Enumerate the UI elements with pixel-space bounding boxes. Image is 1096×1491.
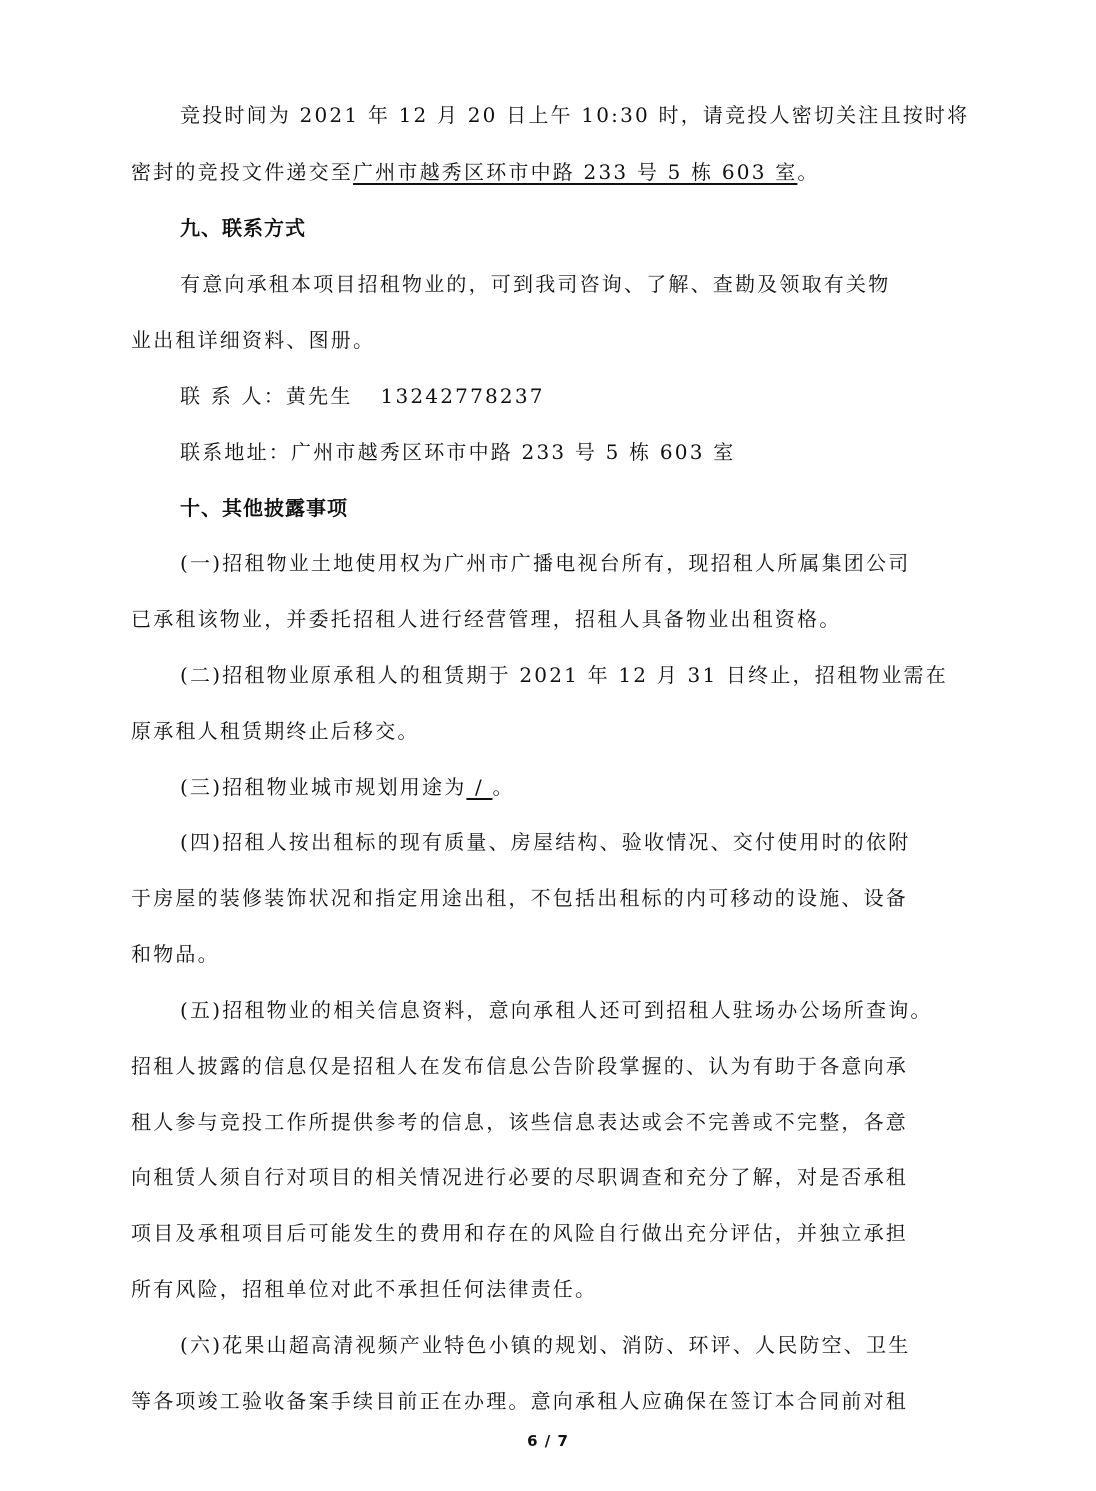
item-line: 招租人披露的信息仅是招租人在发布信息公告阶段掌握的、认为有助于各意向承: [131, 1054, 908, 1078]
item-line: 原承租人租赁期终止后移交。: [131, 719, 420, 743]
section-heading: 九、联系方式: [180, 216, 306, 240]
item-line: 和物品。: [131, 942, 220, 966]
underlined-address: 广州市越秀区环市中路 233 号 5 栋 603 室: [353, 160, 798, 184]
page-number: 6 / 7: [527, 1432, 569, 1450]
item-line: 等各项竣工验收备案手续目前正在办理。意向承租人应确保在签订本合同前对租: [131, 1389, 908, 1413]
item-line: 向租赁人须自行对项目的相关情况进行必要的尽职调查和充分了解，对是否承租: [131, 1165, 908, 1189]
underlined-usage: /: [466, 775, 493, 799]
section-heading: 十、其他披露事项: [180, 496, 348, 520]
text-segment: 。: [492, 775, 515, 799]
item-line: 已承租该物业，并委托招租人进行经营管理，招租人具备物业出租资格。: [131, 607, 842, 631]
text-segment: (三)招租物业城市规划用途为: [180, 775, 467, 799]
contact-phone: 13242778237: [380, 384, 545, 408]
contact-address: 联系地址：广州市越秀区环市中路 233 号 5 栋 603 室: [180, 440, 736, 464]
item-line: [180, 772, 960, 802]
item-line: (五)招租物业的相关信息资料，意向承租人还可到招租人驻场办公场所查询。: [180, 998, 933, 1022]
text-segment: 。: [797, 160, 820, 184]
item-line: 租人参与竞投工作所提供参考的信息，该些信息表达或会不完善或不完整，各意: [131, 1110, 908, 1134]
item-line: 于房屋的装修装饰状况和指定用途出租，不包括出租标的内可移动的设施、设备: [131, 886, 908, 910]
item-line: 项目及承租项目后可能发生的费用和存在的风险自行做出充分评估，并独立承担: [131, 1221, 908, 1245]
item-line: (二)招租物业原承租人的租赁期于 2021 年 12 月 31 日终止，招租物业需在: [180, 663, 948, 687]
paragraph-line: 业出租详细资料、图册。: [131, 328, 376, 352]
paragraph-line: [131, 157, 961, 187]
item-line: (一)招租物业土地使用权为广州市广播电视台所有，现招租人所属集团公司: [180, 551, 911, 575]
item-line: (六)花果山超高清视频产业特色小镇的规划、消防、环评、人民防空、卫生: [180, 1333, 911, 1357]
item-line: 所有风险，招租单位对此不承担任何法律责任。: [131, 1277, 598, 1301]
contact-person: 联 系 人：黄先生: [180, 384, 353, 408]
paragraph-line: 竞投时间为 2021 年 12 月 20 日上午 10:30 时，请竞投人密切关注且按时将: [180, 103, 970, 127]
item-line: (四)招租人按出租标的现有质量、房屋结构、验收情况、交付使用时的依附: [180, 830, 911, 854]
paragraph-line: 有意向承租本项目招租物业的，可到我司咨询、了解、查勘及领取有关物: [180, 272, 891, 296]
text-segment: 密封的竞投文件递交至: [131, 160, 353, 184]
contact-person-line: [180, 381, 960, 411]
